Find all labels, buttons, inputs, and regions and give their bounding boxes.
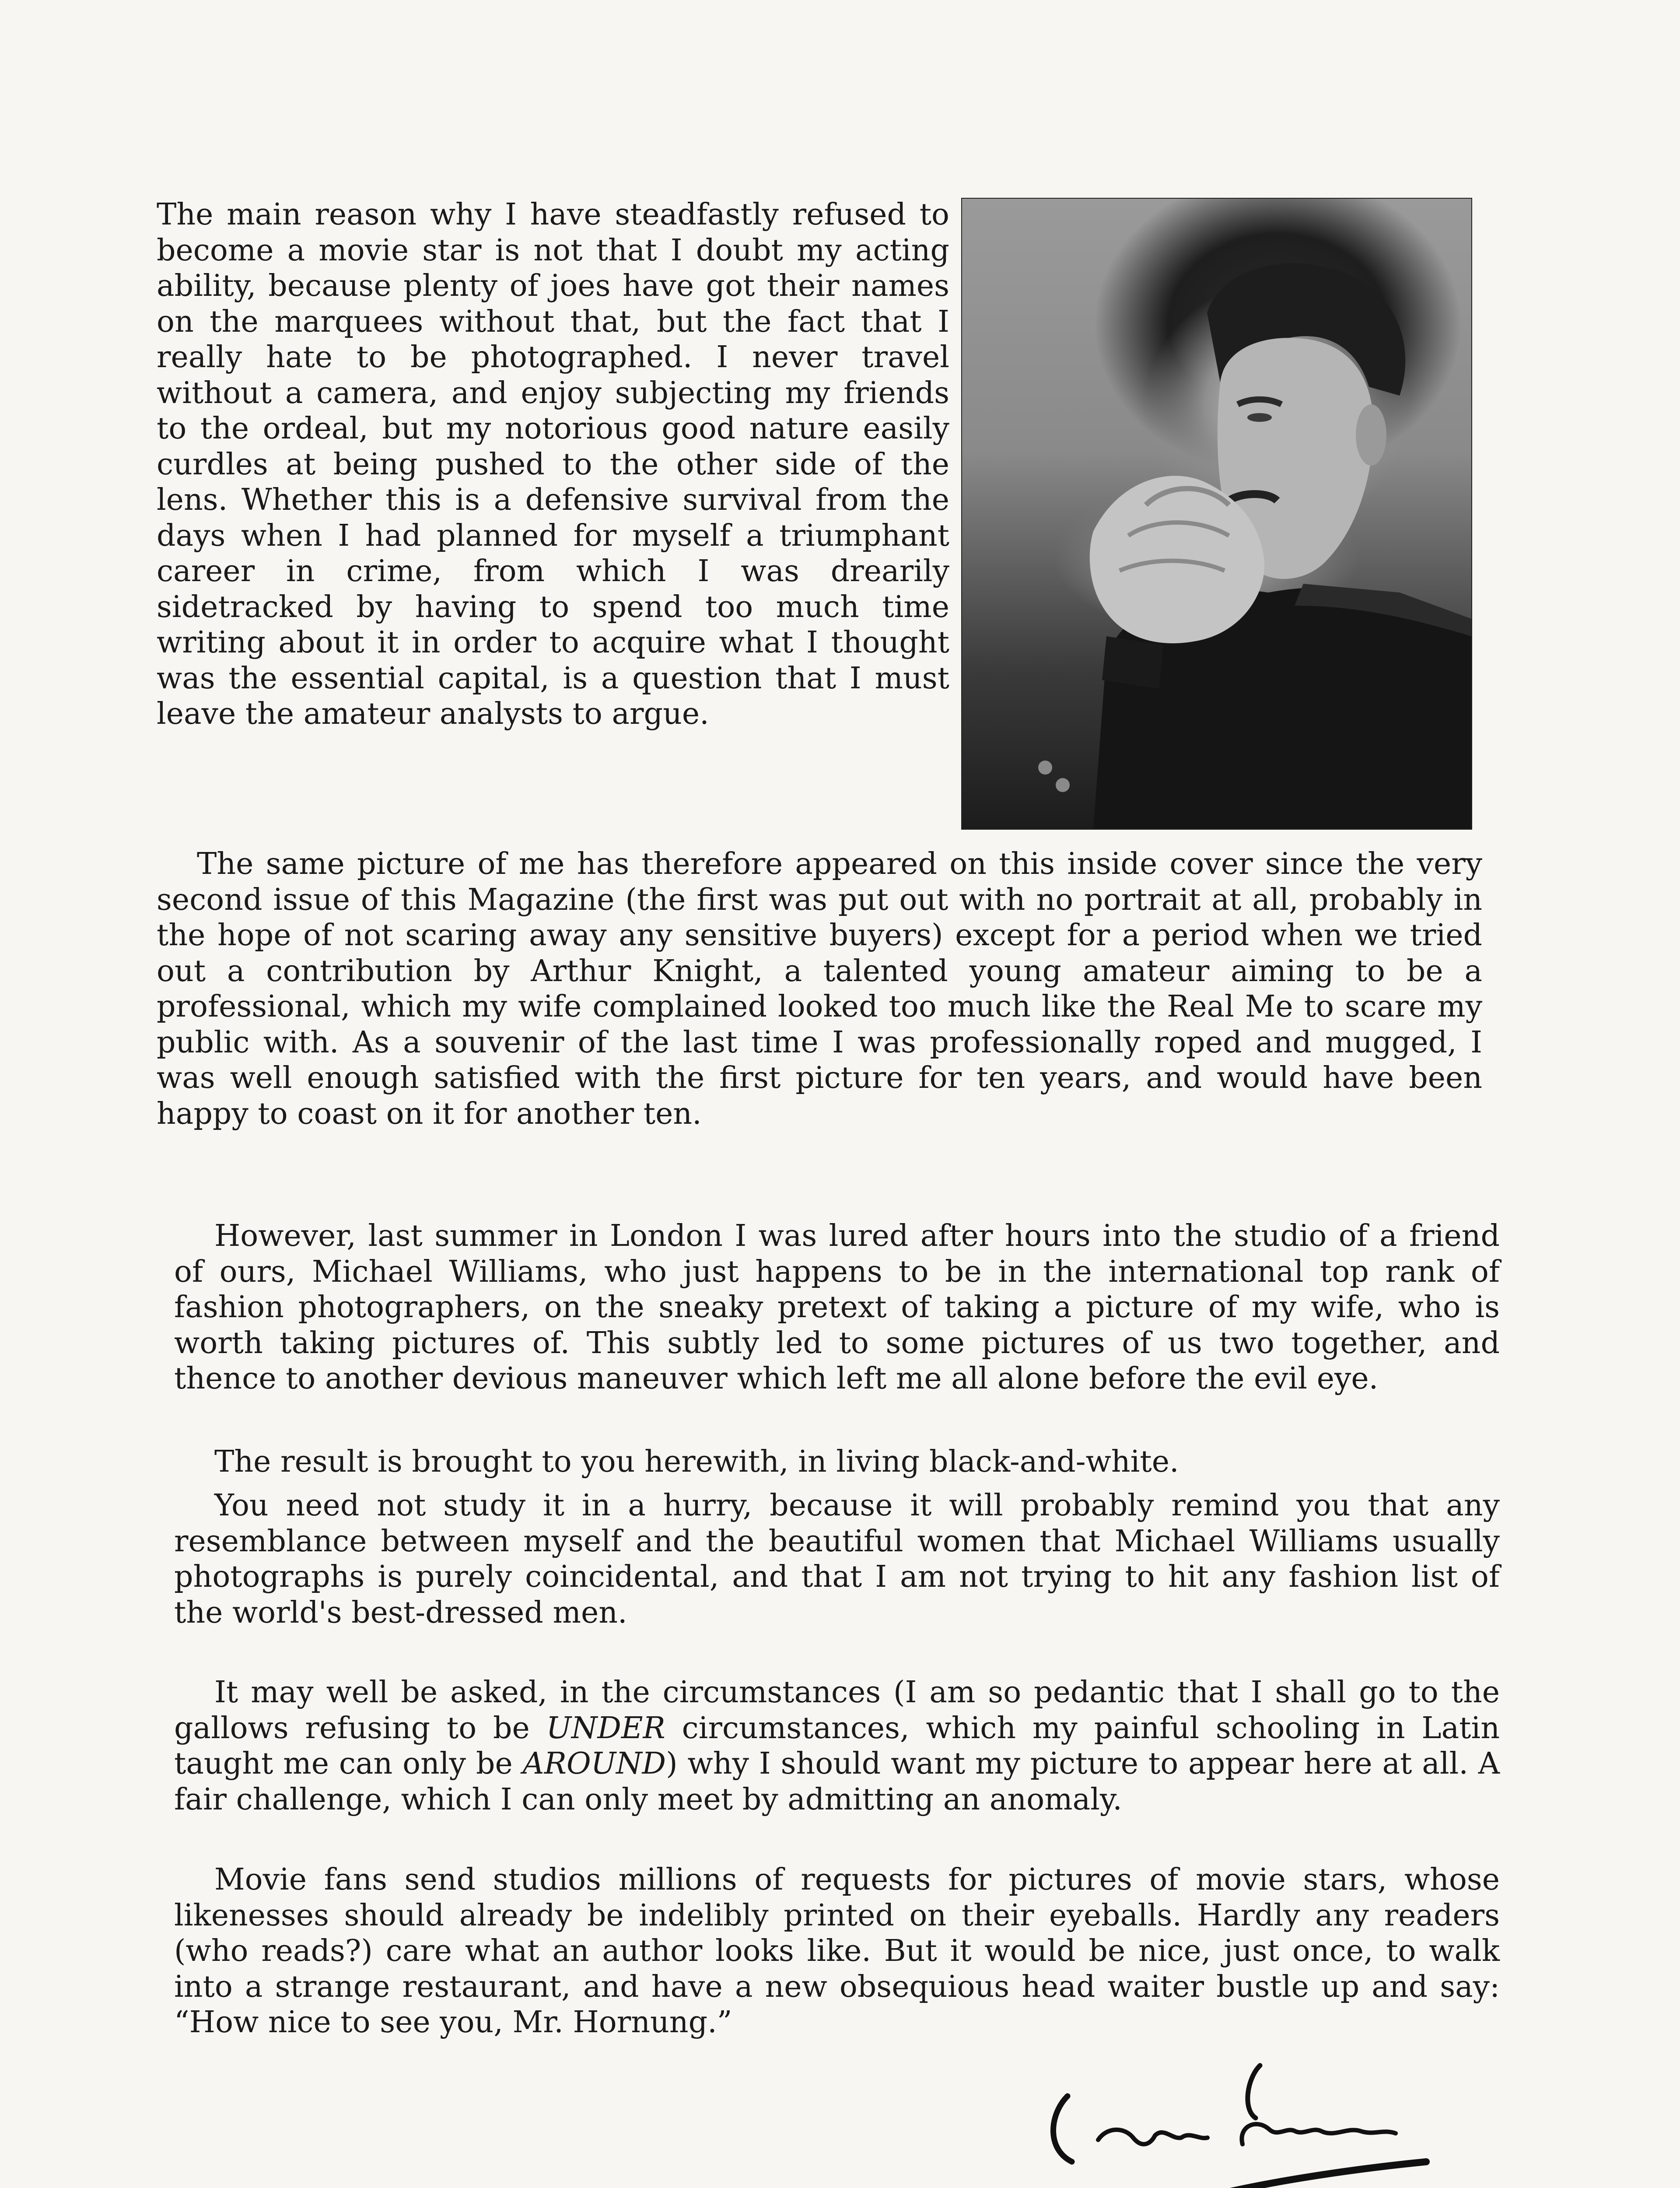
emphasis-around: AROUND: [522, 1746, 666, 1781]
paragraph-6-part-1: It may well be asked, in the circumstances (I am so pedantic that I shall go to the gallows refusing to be: [174, 1675, 1500, 1746]
paragraph-6-part-3: ) why I should want my picture to appear here at all. A fair challenge, which I can only meet by admitting an anomaly.: [174, 1746, 1500, 1817]
paragraph-1: The main reason why I have steadfastly refused to become a movie star is not that I doubt my acting ability, because plenty of joes have got their names on the marquees without that, but the fact that I really hate to be photographed. I never travel without a camera, and enjoy subjecting my friends to the ordeal, but my notorious good nature easily curdles at being pushed to the other side of the lens. Whether this is a defensive survival from the days when I had planned for myself a triumphant career in crime, from which I was drearily sidetracked by having to spend too much time writing about it in order to acquire what I thought was the essential capital, is a question that I must leave the amateur analysts to argue.: [157, 197, 949, 731]
author-portrait-photo: [961, 198, 1472, 830]
portrait-photo-icon: [962, 199, 1471, 829]
emphasis-under: UNDER: [546, 1711, 665, 1746]
paragraph-6: [174, 1675, 1500, 1817]
paragraph-5: You need not study it in a hurry, because it will probably remind you that any resemblance between myself and the beautiful women that Michael Williams usually photographs is purely coincidental, and that I am not trying to hit any fashion list of the world's best-dressed men.: [174, 1488, 1500, 1630]
paragraph-3-block: [174, 1218, 1500, 1397]
paragraph-1-column: [157, 197, 949, 732]
paragraph-4-block: [174, 1444, 1500, 1480]
paragraph-5-block: [174, 1488, 1500, 1630]
paragraph-7-block: [174, 1862, 1500, 2041]
paragraph-2-block: [157, 846, 1482, 1132]
paragraph-6-part-2: circumstances, which my painful schooling in Latin taught me can only be: [174, 1711, 1500, 1781]
handwritten-signature: [1032, 2052, 1448, 2188]
paragraph-3: However, last summer in London I was lured after hours into the studio of a friend of ours, Michael Williams, who just happens to be in the international top rank of fashion photographers, on the sneaky pretext of taking a picture of my wife, who is worth taking pictures of. This subtly led to some pictures of us two together, and thence to another devious maneuver which left me all alone before the evil eye.: [174, 1219, 1500, 1396]
paragraph-4: The result is brought to you herewith, in living black-and-white.: [214, 1445, 1179, 1479]
paragraph-2: The same picture of me has therefore appeared on this inside cover since the very second issue of this Magazine (the first was put out with no portrait at all, probably in the hope of not scaring away any sensitive buyers) except for a period when we tried out a contribution by Arthur Knight, a talented young amateur aiming to be a professional, which my wife complained looked too much like the Real Me to scare my public with. As a souvenir of the last time I was professionally roped and mugged, I was well enough satisfied with the first picture for ten years, and would have been happy to coast on it for another ten.: [157, 847, 1482, 1131]
paragraph-6-block: [174, 1675, 1500, 1817]
paragraph-7: Movie fans send studios millions of requests for pictures of movie stars, whose likenesses should already be indelibly printed on their eyeballs. Hardly any readers (who reads?) care what an author looks like. But it would be nice, just once, to walk into a strange restaurant, and have a new obsequious head waiter bustle up and say: “How nice to see you, Mr. Hornung.”: [174, 1862, 1500, 2040]
